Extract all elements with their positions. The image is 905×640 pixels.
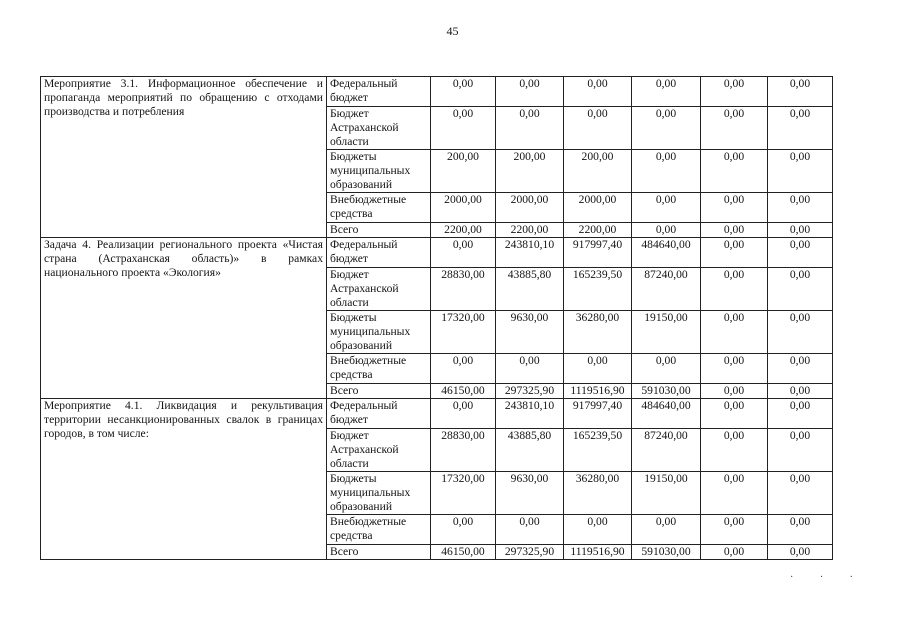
amount-cell: 0,00 — [431, 515, 496, 545]
amount-cell: 0,00 — [632, 193, 701, 223]
amount-cell: 0,00 — [768, 311, 833, 354]
amount-cell: 0,00 — [701, 238, 768, 268]
amount-cell: 0,00 — [701, 429, 768, 472]
amount-cell: 200,00 — [564, 150, 632, 193]
amount-cell: 0,00 — [564, 77, 632, 107]
funding-source-cell: Бюджет Астраханской области — [327, 107, 431, 150]
section-title-cell: Мероприятие 3.1. Информационное обеспечение и пропаганда мероприятий по обращению с отходами производства и потребления — [41, 77, 327, 238]
amount-cell: 0,00 — [701, 150, 768, 193]
amount-cell: 87240,00 — [632, 268, 701, 311]
amount-cell: 46150,00 — [431, 384, 496, 399]
amount-cell: 0,00 — [564, 515, 632, 545]
amount-cell: 297325,90 — [496, 384, 564, 399]
amount-cell: 0,00 — [768, 354, 833, 384]
amount-cell: 2000,00 — [496, 193, 564, 223]
amount-cell: 0,00 — [632, 77, 701, 107]
funding-source-cell: Бюджеты муниципальных образований — [327, 150, 431, 193]
amount-cell: 28830,00 — [431, 268, 496, 311]
amount-cell: 297325,90 — [496, 545, 564, 560]
page-number: 45 — [446, 24, 459, 38]
funding-source-cell: Внебюджетные средства — [327, 515, 431, 545]
amount-cell: 0,00 — [701, 354, 768, 384]
funding-source-cell: Федеральный бюджет — [327, 77, 431, 107]
amount-cell: 0,00 — [632, 223, 701, 238]
amount-cell: 0,00 — [701, 399, 768, 429]
amount-cell: 9630,00 — [496, 311, 564, 354]
amount-cell: 2000,00 — [431, 193, 496, 223]
amount-cell: 917997,40 — [564, 238, 632, 268]
amount-cell: 19150,00 — [632, 472, 701, 515]
amount-cell: 0,00 — [431, 354, 496, 384]
amount-cell: 591030,00 — [632, 545, 701, 560]
amount-cell: 0,00 — [768, 223, 833, 238]
amount-cell: 0,00 — [431, 399, 496, 429]
funding-source-cell: Бюджет Астраханской области — [327, 268, 431, 311]
funding-source-cell: Внебюджетные средства — [327, 354, 431, 384]
funding-source-cell: Федеральный бюджет — [327, 238, 431, 268]
amount-cell: 2200,00 — [564, 223, 632, 238]
amount-cell: 0,00 — [768, 545, 833, 560]
table-row — [41, 77, 833, 107]
amount-cell: 0,00 — [768, 384, 833, 399]
section-title-cell: Задача 4. Реализации регионального проекта «Чистая страна (Астраханская область)» в рамках национального проекта «Экология» — [41, 238, 327, 399]
funding-source-cell: Бюджет Астраханской области — [327, 429, 431, 472]
budget-table-body — [41, 77, 833, 560]
amount-cell: 0,00 — [768, 107, 833, 150]
amount-cell: 0,00 — [768, 472, 833, 515]
amount-cell: 19150,00 — [632, 311, 701, 354]
amount-cell: 0,00 — [564, 107, 632, 150]
funding-source-cell: Бюджеты муниципальных образований — [327, 472, 431, 515]
amount-cell: 46150,00 — [431, 545, 496, 560]
amount-cell: 17320,00 — [431, 472, 496, 515]
funding-source-cell: Всего — [327, 384, 431, 399]
amount-cell: 0,00 — [632, 354, 701, 384]
amount-cell: 0,00 — [701, 268, 768, 311]
budget-table — [40, 76, 833, 560]
scan-marks: · · · — [790, 572, 865, 583]
amount-cell: 1119516,90 — [564, 545, 632, 560]
amount-cell: 0,00 — [564, 354, 632, 384]
amount-cell: 0,00 — [768, 515, 833, 545]
amount-cell: 591030,00 — [632, 384, 701, 399]
amount-cell: 165239,50 — [564, 268, 632, 311]
table-row — [41, 399, 833, 429]
amount-cell: 0,00 — [632, 150, 701, 193]
amount-cell: 0,00 — [632, 515, 701, 545]
funding-source-cell: Всего — [327, 223, 431, 238]
amount-cell: 243810,10 — [496, 399, 564, 429]
amount-cell: 0,00 — [701, 77, 768, 107]
amount-cell: 243810,10 — [496, 238, 564, 268]
amount-cell: 484640,00 — [632, 238, 701, 268]
funding-source-cell: Федеральный бюджет — [327, 399, 431, 429]
amount-cell: 0,00 — [768, 193, 833, 223]
amount-cell: 0,00 — [431, 238, 496, 268]
amount-cell: 1119516,90 — [564, 384, 632, 399]
table-row — [41, 238, 833, 268]
amount-cell: 9630,00 — [496, 472, 564, 515]
funding-source-cell: Бюджеты муниципальных образований — [327, 311, 431, 354]
amount-cell: 0,00 — [701, 472, 768, 515]
amount-cell: 0,00 — [768, 77, 833, 107]
amount-cell: 43885,80 — [496, 268, 564, 311]
amount-cell: 0,00 — [701, 384, 768, 399]
amount-cell: 0,00 — [701, 193, 768, 223]
amount-cell: 0,00 — [768, 429, 833, 472]
amount-cell: 43885,80 — [496, 429, 564, 472]
amount-cell: 0,00 — [701, 515, 768, 545]
amount-cell: 0,00 — [496, 515, 564, 545]
amount-cell: 0,00 — [701, 311, 768, 354]
amount-cell: 0,00 — [496, 354, 564, 384]
amount-cell: 0,00 — [701, 107, 768, 150]
amount-cell: 2000,00 — [564, 193, 632, 223]
amount-cell: 0,00 — [768, 268, 833, 311]
amount-cell: 2200,00 — [496, 223, 564, 238]
amount-cell: 87240,00 — [632, 429, 701, 472]
amount-cell: 28830,00 — [431, 429, 496, 472]
funding-source-cell: Всего — [327, 545, 431, 560]
amount-cell: 2200,00 — [431, 223, 496, 238]
amount-cell: 0,00 — [768, 150, 833, 193]
amount-cell: 917997,40 — [564, 399, 632, 429]
section-title-cell: Мероприятие 4.1. Ликвидация и рекультивация территории несанкционированных свалок в границах городов, в том числе: — [41, 399, 327, 560]
amount-cell: 36280,00 — [564, 311, 632, 354]
amount-cell: 0,00 — [701, 223, 768, 238]
amount-cell: 200,00 — [496, 150, 564, 193]
amount-cell: 0,00 — [768, 399, 833, 429]
amount-cell: 165239,50 — [564, 429, 632, 472]
amount-cell: 17320,00 — [431, 311, 496, 354]
funding-source-cell: Внебюджетные средства — [327, 193, 431, 223]
amount-cell: 0,00 — [632, 107, 701, 150]
amount-cell: 0,00 — [768, 238, 833, 268]
amount-cell: 484640,00 — [632, 399, 701, 429]
amount-cell: 0,00 — [431, 107, 496, 150]
amount-cell: 0,00 — [701, 545, 768, 560]
amount-cell: 36280,00 — [564, 472, 632, 515]
amount-cell: 0,00 — [496, 77, 564, 107]
amount-cell: 200,00 — [431, 150, 496, 193]
amount-cell: 0,00 — [496, 107, 564, 150]
amount-cell: 0,00 — [431, 77, 496, 107]
